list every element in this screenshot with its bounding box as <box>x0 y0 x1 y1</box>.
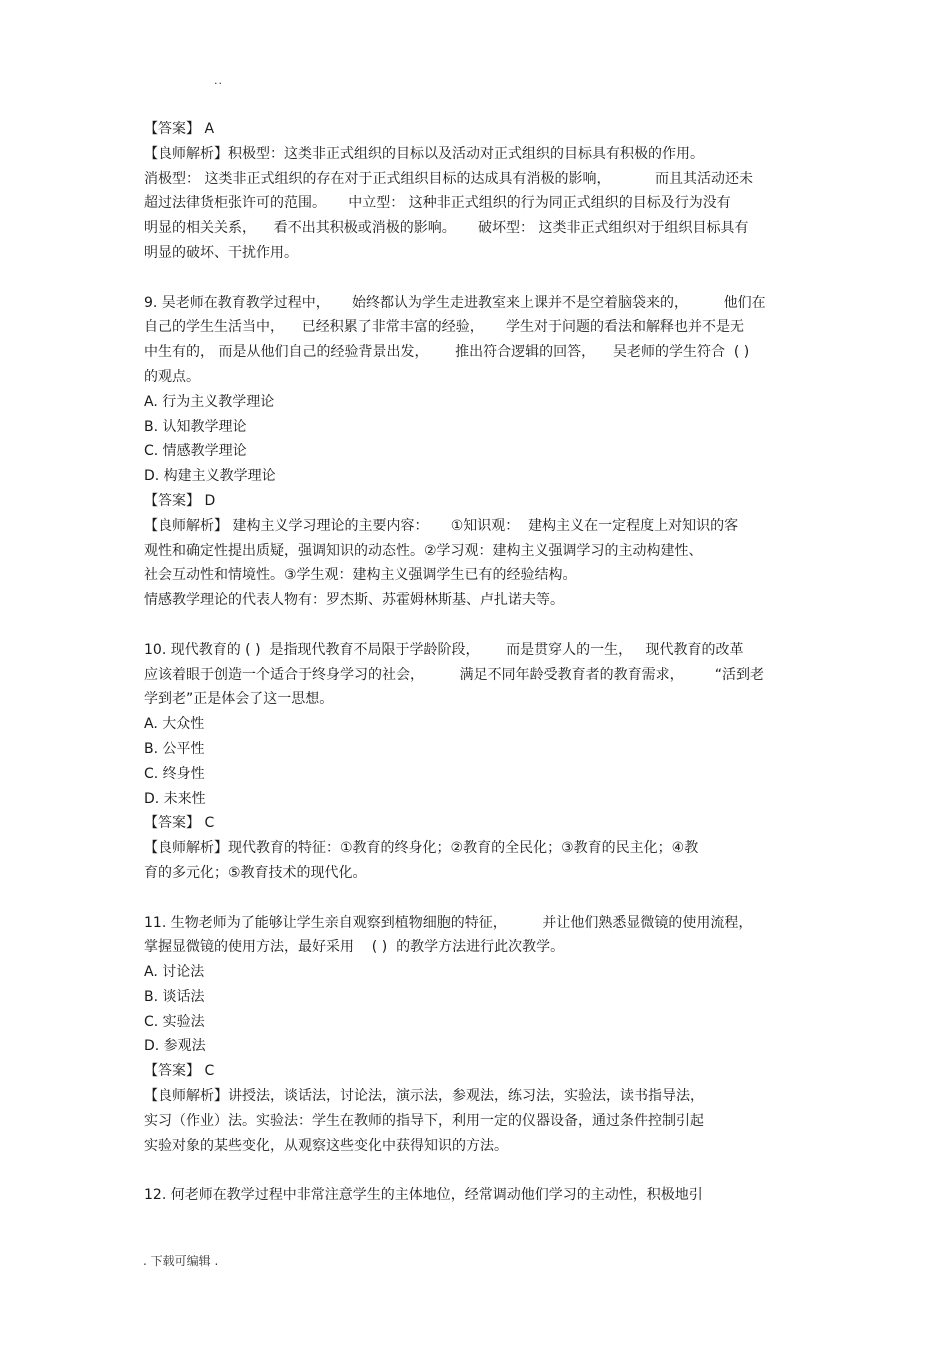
text-line: 【答案】 A <box>144 121 215 137</box>
explanation-line: 情感教学理论的代表人物有：罗杰斯、苏霍姆林斯基、卢扎诺夫等。 <box>144 592 564 609</box>
text-line: 超过法律货柜张许可的范围。 中立型： 这种非正式组织的行为同正式组织的目标及行为没有 <box>144 195 731 212</box>
paragraph-gap <box>144 266 814 291</box>
question-12 <box>144 1183 814 1208</box>
text-line: 消极型： 这类非正式组织的存在对于正式组织目标的达成具有消极的影响， 而且其活动还未 <box>144 170 753 187</box>
text-line: 明显的破坏、干扰作用。 <box>144 244 298 261</box>
question-stem: 的观点。 <box>144 368 200 385</box>
question-stem: 9. 吴老师在教育教学过程中， 始终都认为学生走进教室来上课并不是空着脑袋来的， 他们在 <box>144 294 766 311</box>
question-stem: 应该着眼于创造一个适合于终身学习的社会， 满足不同年龄受教育者的教育需求， “活到老 <box>144 666 765 683</box>
explanation-line: 【良师解析】 建构主义学习理论的主要内容： ①知识观： 建构主义在一定程度上对知识的客 <box>144 517 739 534</box>
option-b: B. 谈话法 <box>144 988 205 1005</box>
question-9 <box>144 291 814 613</box>
text-line: 明显的相关关系， 看不出其积极或消极的影响。 破坏型： 这类非正式组织对于组织目标具有 <box>144 220 749 237</box>
question-stem: 中生有的， 而是从他们自己的经验背景出发， 推出符合逻辑的回答， 吴老师的学生符合 ( ) <box>144 344 750 361</box>
explanation-line: 社会互动性和情境性。③学生观：建构主义强调学生已有的经验结构。 <box>144 567 577 584</box>
header-mark: .. <box>214 74 223 87</box>
answer-block-8 <box>144 117 814 266</box>
option-d: D. 构建主义教学理论 <box>144 468 276 485</box>
question-stem: 12. 何老师在教学过程中非常注意学生的主体地位，经常调动他们学习的主动性，积极地引 <box>144 1187 703 1204</box>
option-a: A. 大众性 <box>144 716 205 733</box>
document-body <box>144 117 814 1208</box>
option-b: B. 认知教学理论 <box>144 418 247 435</box>
option-a: A. 行为主义教学理论 <box>144 393 275 410</box>
option-c: C. 情感教学理论 <box>144 443 247 460</box>
answer-line: 【答案】 C <box>144 1063 215 1080</box>
option-c: C. 终身性 <box>144 765 205 782</box>
footer-mark: . 下载可编辑 . <box>143 1254 219 1268</box>
option-a: A. 讨论法 <box>144 964 205 981</box>
question-10 <box>144 638 814 886</box>
option-c: C. 实验法 <box>144 1013 205 1030</box>
explanation-line: 【良师解析】讲授法，谈话法，讨论法，演示法，参观法，练习法，实验法，读书指导法， <box>144 1088 704 1105</box>
question-11 <box>144 911 814 1159</box>
question-stem: 掌握显微镜的使用方法，最好采用 ( ) 的教学方法进行此次教学。 <box>144 939 565 956</box>
text-line: 【良师解析】积极型：这类非正式组织的目标以及活动对正式组织的目标具有积极的作用。 <box>144 145 704 162</box>
explanation-line: 观性和确定性提出质疑，强调知识的动态性。②学习观：建构主义强调学习的主动构建性、 <box>144 542 703 559</box>
paragraph-gap <box>144 1158 814 1183</box>
option-b: B. 公平性 <box>144 740 205 757</box>
question-stem: 10. 现代教育的 ( ) 是指现代教育不局限于学龄阶段， 而是贯穿人的一生， 现代教育的改革 <box>144 641 744 658</box>
paragraph-gap <box>144 613 814 638</box>
explanation-line: 实习（作业）法。实验法：学生在教师的指导下，利用一定的仪器设备，通过条件控制引起 <box>144 1112 704 1129</box>
option-d: D. 未来性 <box>144 790 206 807</box>
answer-line: 【答案】 C <box>144 815 215 832</box>
question-stem: 自己的学生生活当中， 已经积累了非常丰富的经验， 学生对于问题的看法和解释也并不是无 <box>144 319 745 336</box>
question-stem: 学到老”正是体会了这一思想。 <box>144 691 334 708</box>
answer-line: 【答案】 D <box>144 492 216 509</box>
explanation-line: 【良师解析】现代教育的特征：①教育的终身化；②教育的全民化；③教育的民主化；④教 <box>144 840 699 857</box>
option-d: D. 参观法 <box>144 1038 206 1055</box>
explanation-line: 实验对象的某些变化，从观察这些变化中获得知识的方法。 <box>144 1137 508 1154</box>
explanation-line: 育的多元化；⑤教育技术的现代化。 <box>144 864 367 881</box>
question-stem: 11. 生物老师为了能够让学生亲自观察到植物细胞的特征， 并让他们熟悉显微镜的使用流程， <box>144 914 753 931</box>
paragraph-gap <box>144 886 814 911</box>
